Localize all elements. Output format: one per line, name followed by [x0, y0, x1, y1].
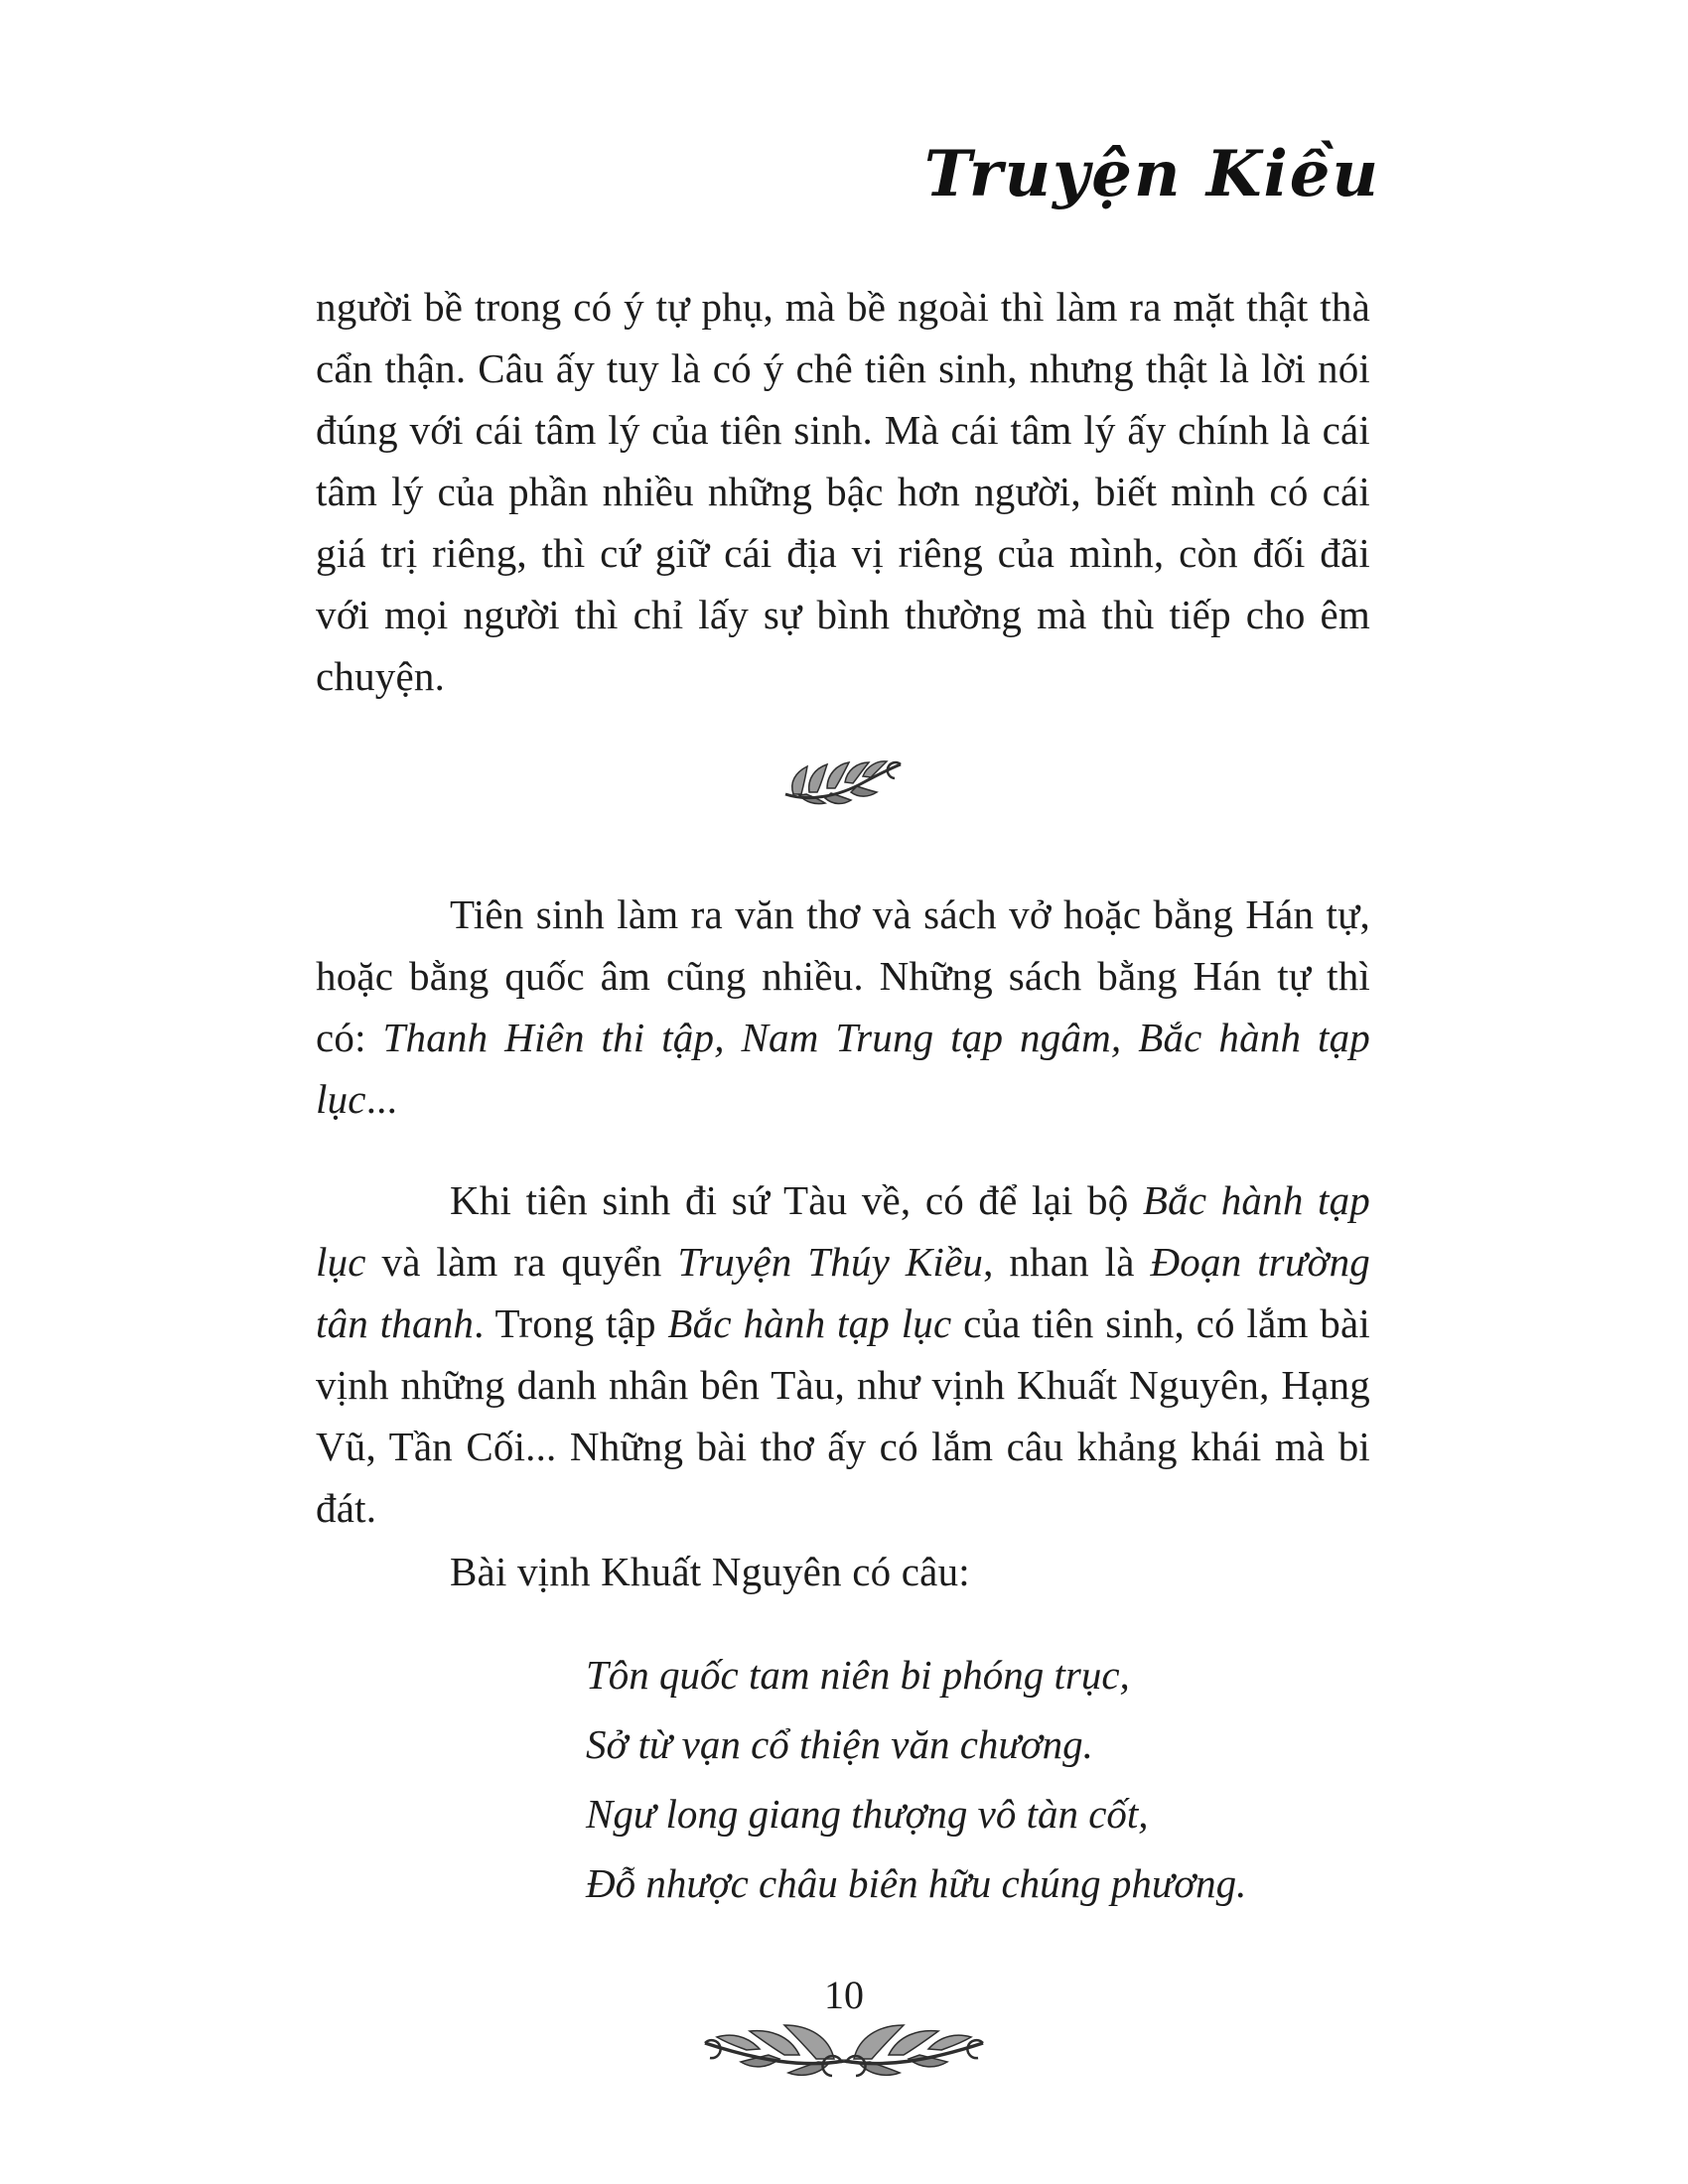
- leaf-ornament-icon: [779, 752, 909, 807]
- running-header-title: Truyện Kiều: [923, 137, 1380, 211]
- paragraph-text: người bề trong có ý tự phụ, mà bề ngoài thì làm ra mặt thật thà cẩn thận. Câu ấy tuy là có ý chê tiên sinh, nhưng thật là lời nói đúng với cái tâm lý của tiên sinh. Mà cái tâm lý ấy chính là cái tâm lý của phần nhiều những bậc hơn người, biết mình có cái giá trị riêng, thì cứ giữ cái địa vị riêng của mình, còn đối đãi với mọi người thì chỉ lấy sự bình thường mà thù tiếp cho êm chuyện.: [316, 284, 1370, 699]
- poem-line: Sở từ vạn cổ thiện văn chương.: [586, 1721, 1093, 1767]
- paragraph: [316, 884, 1370, 1130]
- poem-line: Ngư long giang thượng vô tàn cốt,: [586, 1791, 1149, 1837]
- page-number: 10: [824, 1973, 864, 2017]
- paragraph: [316, 1541, 1370, 1602]
- paragraph-text: Khi tiên sinh đi sứ Tàu về, có để lại bộ Bắc hành tạp lục và làm ra quyển Truyện Thúy Kiều, nhan là Đoạn trường tân thanh. Trong tập Bắc hành tạp lục của tiên sinh, có lắm bài vịnh những danh nhân bên Tàu, như vịnh Khuất Nguyên, Hạng Vũ, Tần Cối... Những bài thơ ấy có lắm câu khảng khái mà bi đát.: [316, 1177, 1370, 1531]
- paragraph-text: Tiên sinh làm ra văn thơ và sách vở hoặc bằng Hán tự, hoặc bằng quốc âm cũng nhiều. Những sách bằng Hán tự thì có: Thanh Hiên thi tập, Nam Trung tạp ngâm, Bắc hành tạp lục...: [316, 891, 1370, 1122]
- paragraph: [316, 276, 1370, 707]
- poem-line: Đỗ nhược châu biên hữu chúng phương.: [586, 1860, 1247, 1906]
- footer-flourish-icon: [695, 2015, 993, 2100]
- paragraph: [316, 1169, 1370, 1539]
- paragraph-text: Bài vịnh Khuất Nguyên có câu:: [450, 1549, 970, 1594]
- poem-line: Tôn quốc tam niên bi phóng trục,: [586, 1652, 1130, 1698]
- poem: [586, 1640, 1246, 1918]
